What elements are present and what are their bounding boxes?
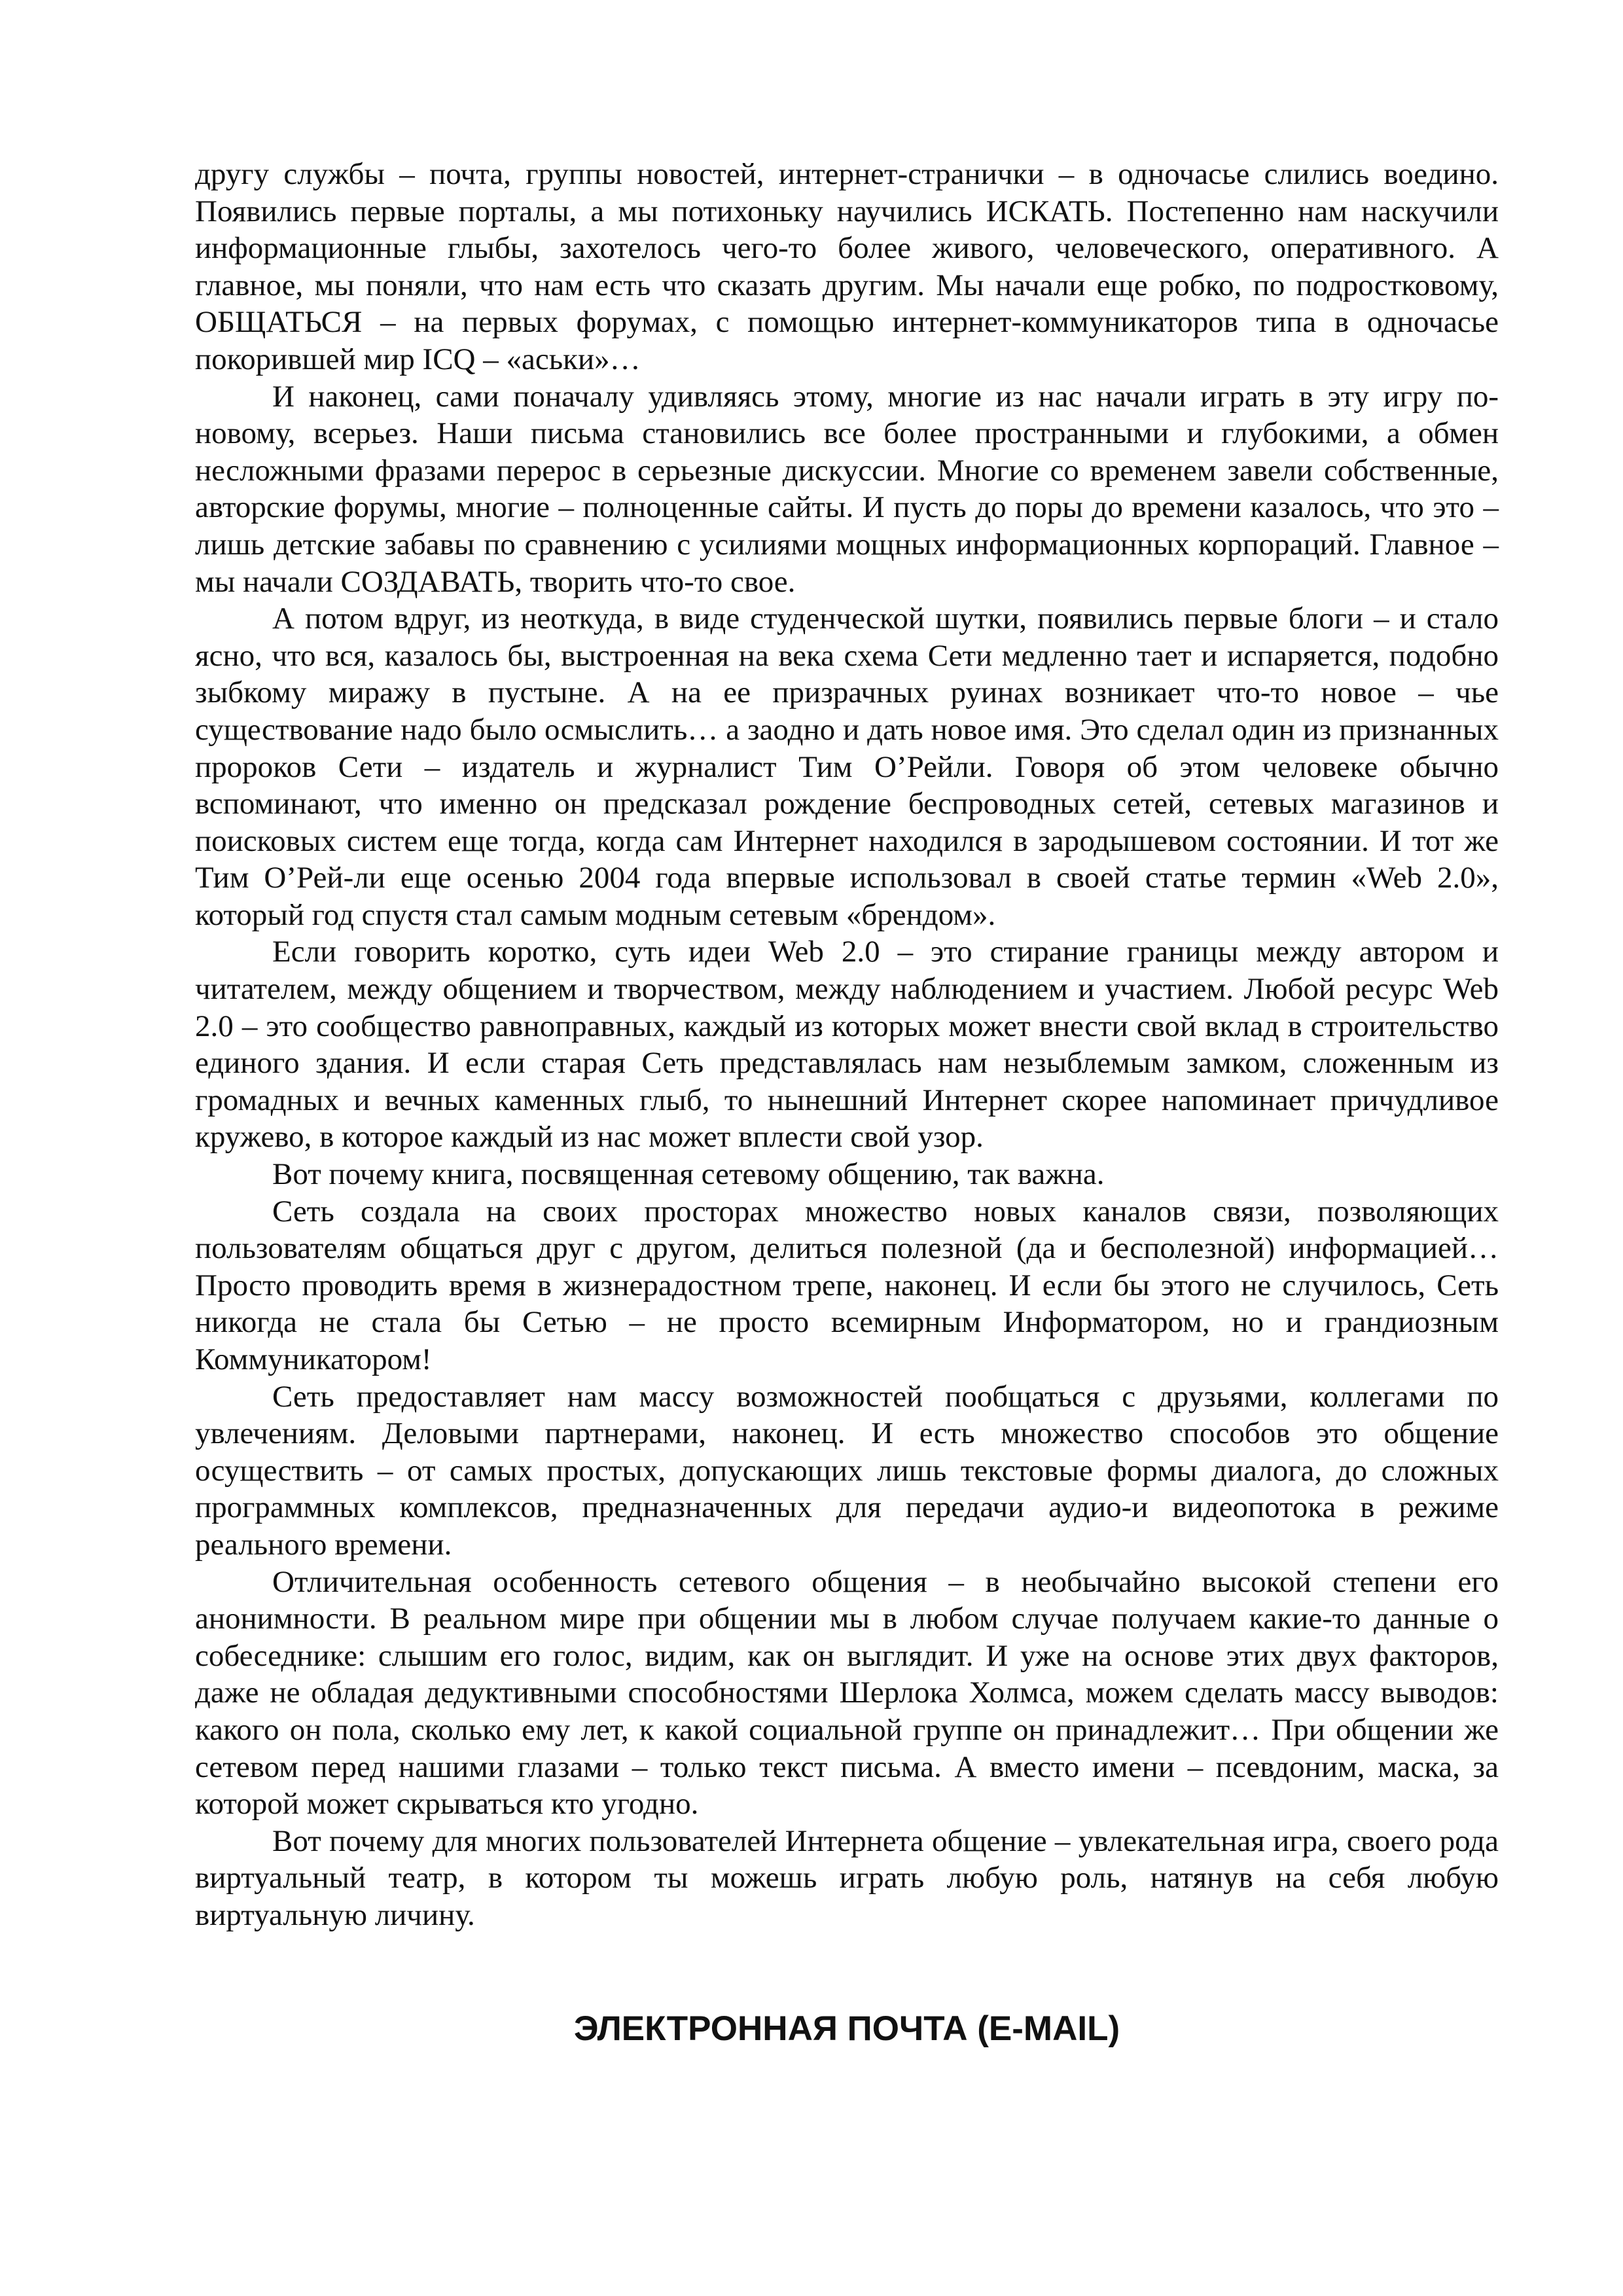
paragraph-3: А потом вдруг, из неоткуда, в виде студенческой шутки, появились первые блоги – и стало ясно, что вся, казалось бы, выстроенная на века схема Сети медленно тает и испаряется, подобно зыбкому миражу в пустыне. А на ее призрачных руинах возникает что-то новое – чье существование надо было осмыслить… а заодно и дать новое имя. Это сделал один из признанных пророков Сети – издатель и журналист Тим О’Рейли. Говоря об этом человеке обычно вспоминают, что именно он предсказал рождение беспроводных сетей, сетевых магазинов и поисковых систем еще тогда, когда сам Интернет находился в зародышевом состоянии. И тот же Тим О’Рей-ли еще осенью 2004 года впервые использовал в своей статье термин «Web 2.0», который год спустя стал самым модным сетевым «брендом». bbox=[195, 601, 1499, 932]
paragraph-4: Если говорить коротко, суть идеи Web 2.0 – это стирание границы между автором и читателем, между общением и творчеством, между наблюдением и участием. Любой ресурс Web 2.0 – это сообщество равноправных, каждый из которых может внести свой вклад в строительство единого здания. И если старая Сеть представлялась нам незыблемым замком, сложенным из громадных и вечных каменных глыб, то нынешний Интернет скорее напоминает причудливое кружево, в которое каждый из нас может вплести свой узор. bbox=[195, 935, 1499, 1155]
paragraph-2: И наконец, сами поначалу удивляясь этому, многие из нас начали играть в эту игру по-новому, всерьез. Наши письма становились все более пространными и глубокими, а обмен несложными фразами перерос в серьезные дискуссии. Многие со временем завели собственные, авторские форумы, многие – полноценные сайты. И пусть до поры до времени казалось, что это – лишь детские забавы по сравнению с усилиями мощных информационных корпораций. Главное – мы начали СОЗДАВАТЬ, творить что-то свое. bbox=[195, 379, 1499, 599]
paragraph-6: Сеть создала на своих просторах множество новых каналов связи, позволяющих пользователям общаться друг с другом, делиться полезной (да и бесполезной) информацией… Просто проводить время в жизнерадостном трепе, наконец. И если бы этого не случилось, Сеть никогда не стала бы Сетью – не просто всемирным Информатором, но и грандиозным Коммуникатором! bbox=[195, 1194, 1499, 1376]
body-text bbox=[195, 156, 1499, 1934]
paragraph-9: Вот почему для многих пользователей Интернета общение – увлекательная игра, своего рода виртуальный театр, в котором ты можешь играть любую роль, натянув на себя любую виртуальную личину. bbox=[195, 1823, 1499, 1932]
paragraph-5: Вот почему книга, посвященная сетевому общению, так важна. bbox=[272, 1157, 1105, 1192]
paragraph-8: Отличительная особенность сетевого общения – в необычайно высокой степени его анонимности. В реальном мире при общении мы в любом случае получаем какие-то данные о собеседнике: слышим его голос, видим, как он выглядит. И уже на основе этих двух факторов, даже не обладая дедуктивными способностями Шерлока Холмса, можем сделать массу выводов: какого он пола, сколько ему лет, к какой социальной группе он принадлежит… При общении же сетевом перед нашими глазами – только текст письма. А вместо имени – псевдоним, маска, за которой может скрываться кто угодно. bbox=[195, 1564, 1499, 1821]
paragraph-continuation: другу службы – почта, группы новостей, интернет-странички – в одночасье слились воедино. Появились первые порталы, а мы потихоньку научились ИСКАТЬ. Постепенно нам наскучили информационные глыбы, захотелось чего-то более живого, человеческого, оперативного. А главное, мы поняли, что нам есть что сказать другим. Мы начали еще робко, по подростковому, ОБЩАТЬСЯ – на первых форумах, с помощью интернет-коммуникаторов типа в одночасье покорившей мир ICQ – «аськи»… bbox=[195, 157, 1499, 376]
paragraph-7: Сеть предоставляет нам массу возможностей пообщаться с друзьями, коллегами по увлечениям. Деловыми партнерами, наконец. И есть множество способов это общение осуществить – от самых простых, допускающих лишь текстовые формы диалога, до сложных программных комплексов, предназначенных для передачи аудио-и видеопотока в режиме реального времени. bbox=[195, 1379, 1499, 1562]
section-heading: ЭЛЕКТРОННАЯ ПОЧТА (E-MAIL) bbox=[573, 2009, 1120, 2048]
